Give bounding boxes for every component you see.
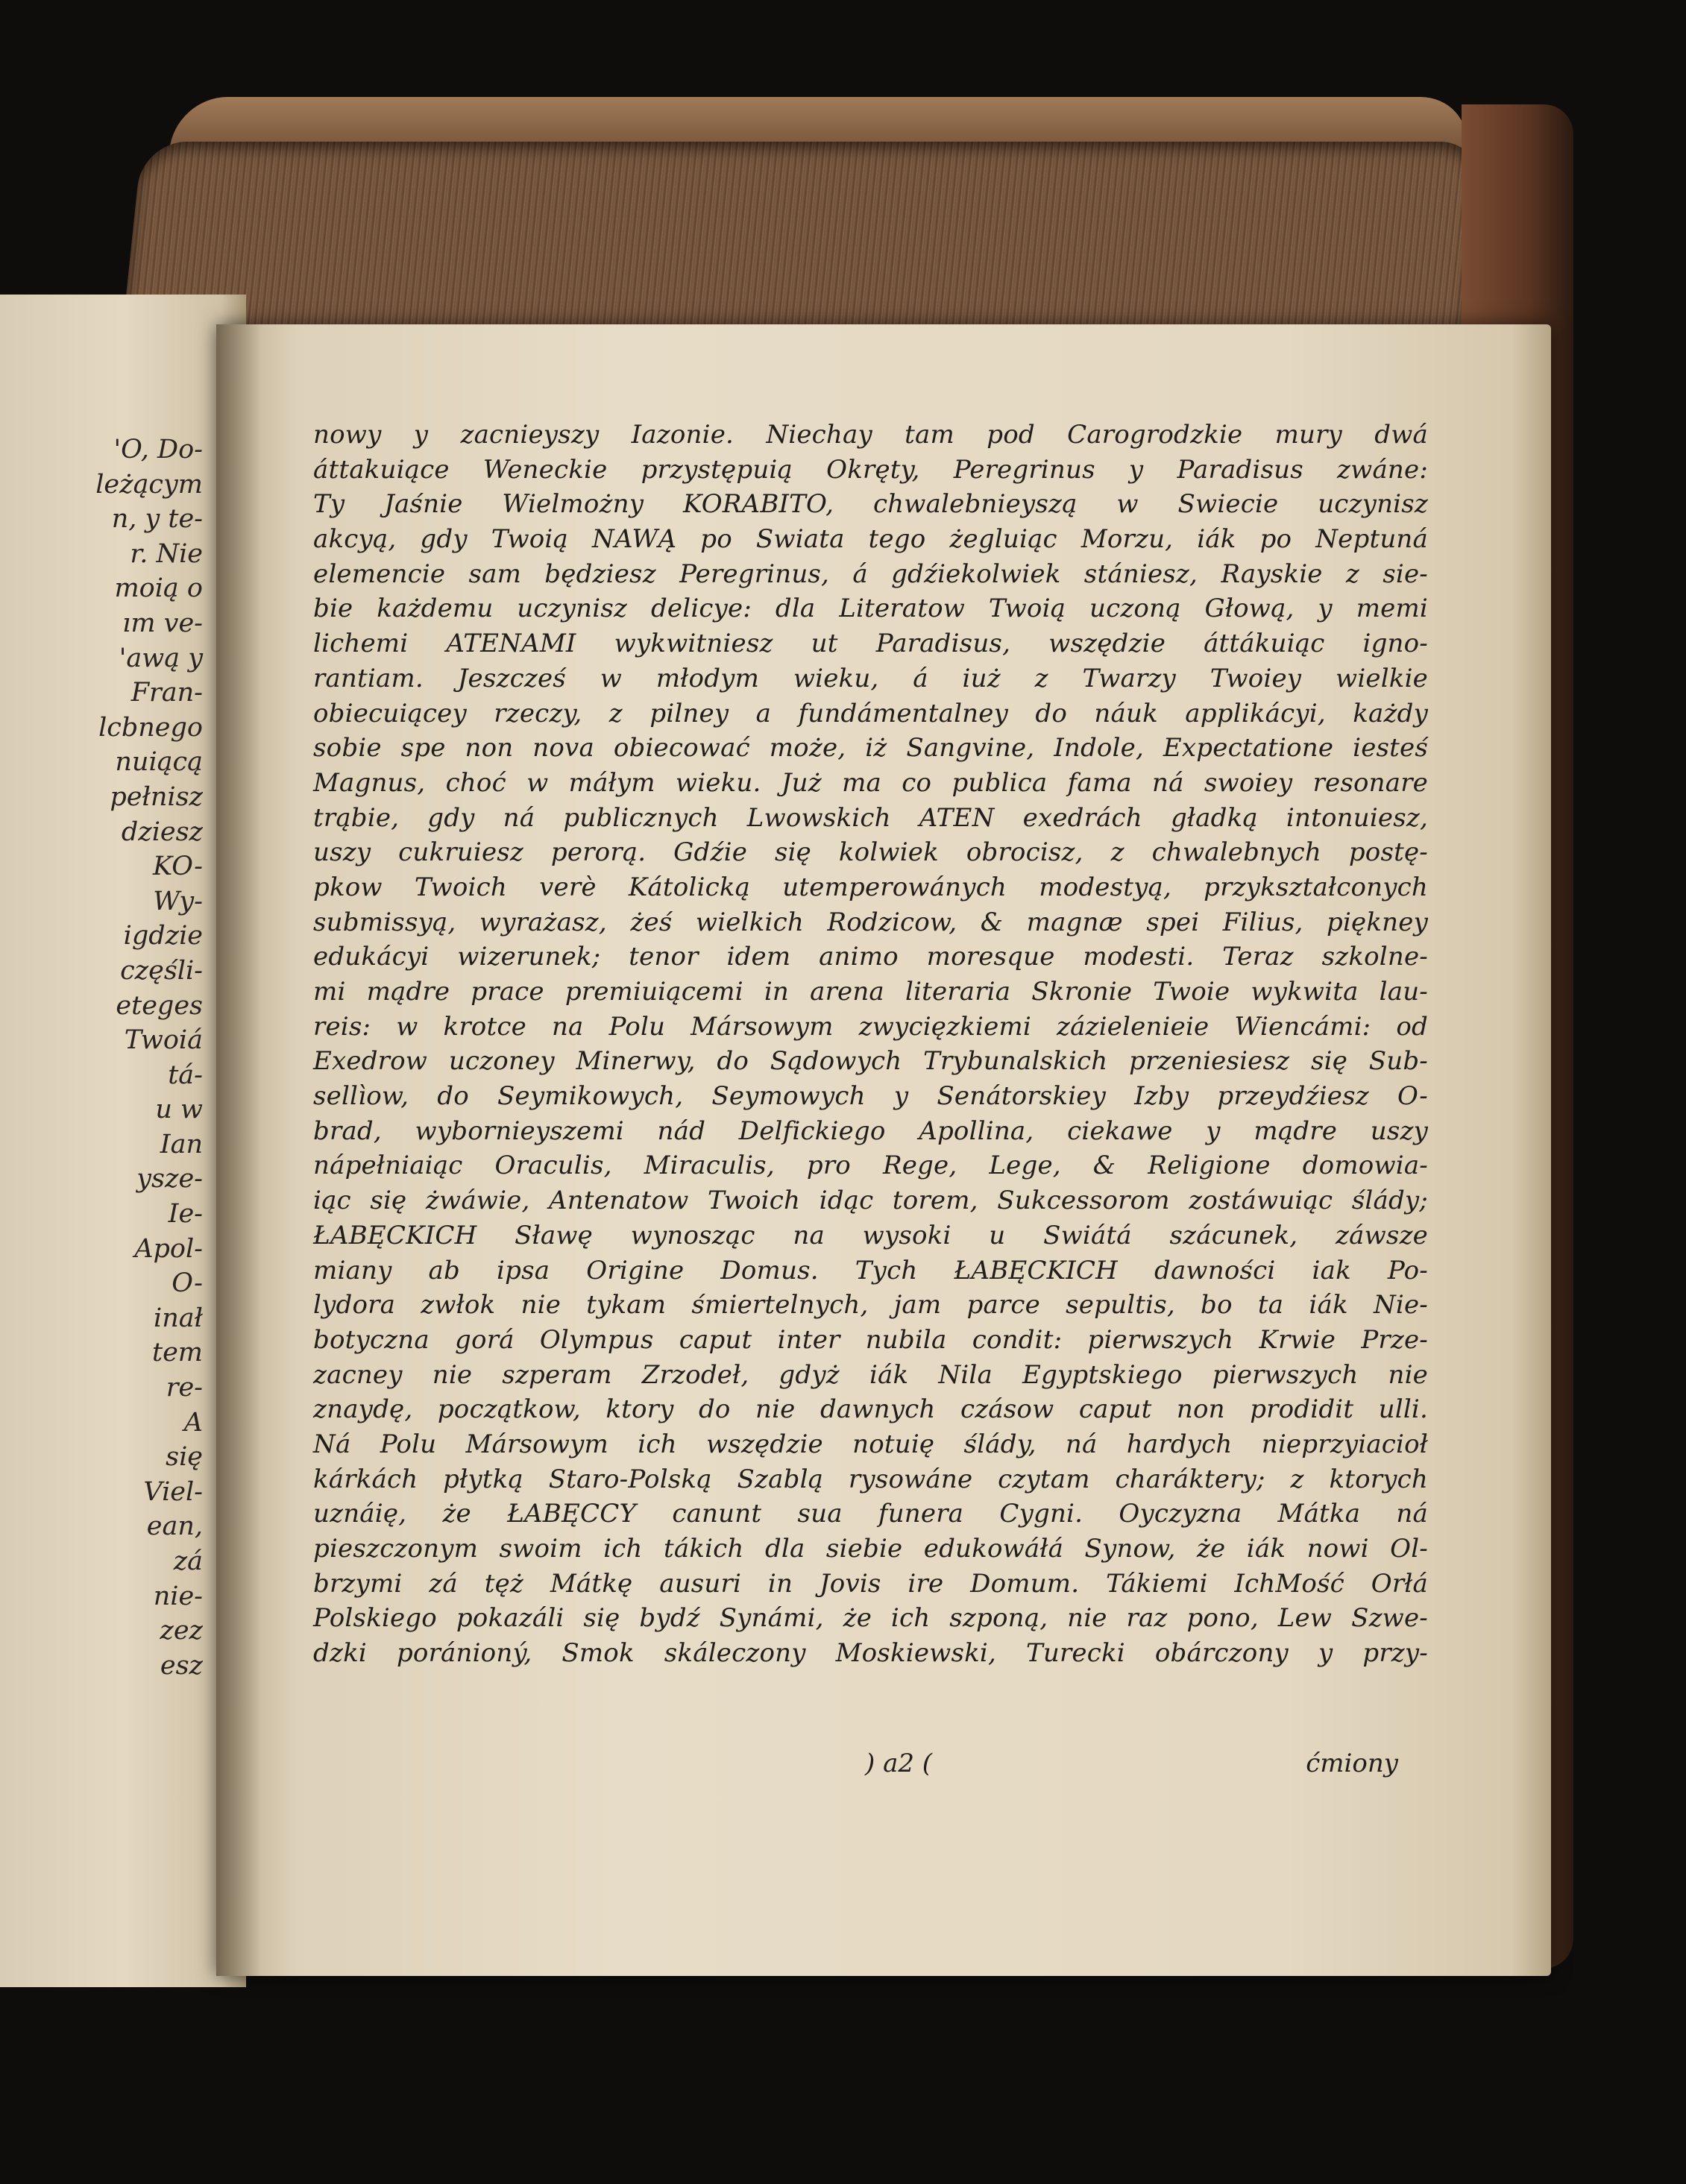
left-text-line: Ian bbox=[160, 1129, 203, 1159]
left-text-line: zez bbox=[160, 1616, 203, 1646]
text-line: edukácyi wizerunek; tenor idem animo moresque modesti. Teraz szkolne- bbox=[313, 942, 1428, 972]
left-text-line: Viel- bbox=[143, 1476, 203, 1507]
page-footer bbox=[313, 1749, 1428, 1783]
left-text-line: re- bbox=[166, 1373, 203, 1403]
page-body-text bbox=[313, 418, 1428, 1671]
text-line: brad, wybornieyszemi nád Delfickiego Apollina, ciekawe y mądre uszy bbox=[313, 1115, 1428, 1146]
left-text-line: igdzie bbox=[123, 921, 203, 951]
text-line: znaydę, początkow, ktory do nie dawnych czásow caput non prodidit ulli. bbox=[313, 1394, 1428, 1425]
text-line: elemencie sam będziesz Peregrinus, á gdźiekolwiek stániesz, Rayskie z sie- bbox=[313, 558, 1428, 589]
left-text-line: ean, bbox=[146, 1511, 203, 1542]
left-text-line: esz bbox=[160, 1650, 203, 1681]
text-line: lydora zwłok nie tykam śmiertelnych, jam parce sepultis, bo ta iák Nie- bbox=[313, 1290, 1428, 1321]
left-text-line: Apol- bbox=[134, 1233, 203, 1264]
text-line: dzki poránioný, Smok skáleczony Moskiewski, Turecki obárczony y przy- bbox=[313, 1638, 1428, 1669]
text-line: lichemi ATENAMI wykwitniesz ut Paradisus, wszędzie áttákuiąc igno- bbox=[313, 629, 1428, 659]
text-line: pieszczonym swoim ich tákich dla siebie edukowáłá Synow, że iák nowi Ol- bbox=[313, 1534, 1428, 1564]
text-line: Ná Polu Mársowym ich wszędzie notuię ślády, ná hardych nieprzyiacioł bbox=[313, 1429, 1428, 1459]
text-line: trąbie, gdy ná publicznych Lwowskich ATEN exedrách gładką intonuiesz, bbox=[313, 802, 1428, 833]
left-text-line: A bbox=[183, 1407, 203, 1438]
left-text-line: 'O, Do- bbox=[113, 435, 203, 465]
left-text-line: r. Nie bbox=[130, 538, 203, 569]
left-text-line: Ie- bbox=[168, 1199, 203, 1230]
left-text-line: się bbox=[166, 1442, 203, 1473]
left-text-line: O- bbox=[172, 1268, 203, 1299]
text-line: sobie spe non nova obiecować może, iż Sangvine, Indole, Expectatione iesteś bbox=[313, 733, 1428, 764]
left-text-line: KO- bbox=[152, 852, 203, 882]
text-line: uznáię, że ŁABĘCCY canunt sua funera Cygni. Oyczyzna Mátka ná bbox=[313, 1499, 1428, 1529]
left-text-line: Twoiá bbox=[124, 1025, 203, 1056]
text-line: ŁABĘCKICH Sławę wynosząc na wysoki u Swiátá szácunek, záwsze bbox=[313, 1220, 1428, 1250]
text-line: zacney nie szperam Zrzodeł, gdyż iák Nila Egyptskiego pierwszych nie bbox=[313, 1359, 1428, 1390]
left-text-line: ysze- bbox=[136, 1164, 203, 1195]
left-text-line: pełnisz bbox=[110, 781, 203, 812]
left-text-line: moią o bbox=[114, 573, 203, 604]
text-line: botyczna gorá Olympus caput inter nubila condit: pierwszych Krwie Prze- bbox=[313, 1324, 1428, 1355]
left-text-line: n, y te- bbox=[111, 504, 203, 535]
left-text-line: Fran- bbox=[130, 678, 203, 708]
text-line: akcyą, gdy Twoią NAWĄ po Swiata tego żegluiąc Morzu, iák po Neptuná bbox=[313, 524, 1428, 555]
left-text-line: u w bbox=[155, 1095, 203, 1125]
left-text-line: nie- bbox=[153, 1581, 203, 1611]
text-line: obiecuiącey rzeczy, z pilney a fundámentalney do náuk applikácyi, każdy bbox=[313, 698, 1428, 728]
text-line: brzymi zá tęż Mátkę ausuri in Jovis ire Domum. Tákiemi IchMość Orłá bbox=[313, 1568, 1428, 1599]
left-text-line: eteges bbox=[116, 990, 203, 1021]
catchword: ćmiony bbox=[1306, 1749, 1398, 1778]
text-line: pkow Twoich verè Kátolicką utemperowánych modestyą, przykształconych bbox=[313, 872, 1428, 902]
left-text-line: 'awą y bbox=[119, 643, 203, 673]
left-text-line: leżącym bbox=[95, 469, 203, 500]
text-line: bie każdemu uczynisz delicye: dla Literatow Twoią uczoną Głową, y memi bbox=[313, 594, 1428, 624]
left-text-line: inał bbox=[154, 1303, 203, 1333]
left-text-line: lcbnego bbox=[98, 712, 203, 743]
text-line: nowy y zacnieyszy Iazonie. Niechay tam pod Carogrodzkie mury dwá bbox=[313, 420, 1428, 450]
left-text-line: zá bbox=[173, 1546, 203, 1576]
left-text-line: nuiącą bbox=[115, 747, 203, 778]
text-line: Polskiego pokazáli się bydź Synámi, że ich szponą, nie raz pono, Lew Szwe- bbox=[313, 1603, 1428, 1634]
text-line: rantiam. Jeszcześ w młodym wieku, á iuż z Twarzy Twoiey wielkie bbox=[313, 663, 1428, 693]
left-text-line: tá- bbox=[168, 1060, 203, 1090]
text-line: sellìow, do Seymikowych, Seymowych y Senátorskiey Izby przeydźiesz O- bbox=[313, 1081, 1428, 1112]
text-line: iąc się żwáwie, Antenatow Twoich idąc torem, Sukcessorom zostáwuiąc ślády; bbox=[313, 1186, 1428, 1216]
text-line: miany ab ipsa Origine Domus. Tych ŁABĘCKICH dawności iak Po- bbox=[313, 1255, 1428, 1285]
text-line: Magnus, choć w máłym wieku. Już ma co publica fama ná swoiey resonare bbox=[313, 767, 1428, 798]
left-text-line: dziesz bbox=[121, 816, 203, 847]
left-text-line: ım ve- bbox=[122, 608, 203, 638]
text-line: áttakuiące Weneckie przystępuią Okręty, Peregrinus y Paradisus zwáne: bbox=[313, 454, 1428, 485]
page-gutter-shadow bbox=[216, 324, 261, 1976]
left-text-line: tem bbox=[152, 1338, 203, 1368]
text-line: nápełniaiąc Oraculis, Miraculis, pro Rege, Lege, & Religione domowia- bbox=[313, 1151, 1428, 1181]
text-line: uszy cukruiesz perorą. Gdźie się kolwiek obrocisz, z chwalebnych postę- bbox=[313, 837, 1428, 868]
text-line: Exedrow uczoney Minerwy, do Sądowych Trybunalskich przeniesiesz się Sub- bbox=[313, 1046, 1428, 1077]
text-line: kárkách płytką Staro-Polską Szablą rysowáne czytam charáktery; z ktorych bbox=[313, 1464, 1428, 1494]
text-line: Ty Jaśnie Wielmożny KORABITO, chwalebnieyszą w Swiecie uczynisz bbox=[313, 489, 1428, 520]
signature-mark: ) a2 ( bbox=[865, 1749, 933, 1778]
left-text-line: częśli- bbox=[120, 955, 203, 986]
text-line: reis: w krotce na Polu Mársowym zwycięzkiemi zázielenieie Wiencámi: od bbox=[313, 1011, 1428, 1042]
left-text-line: Wy- bbox=[153, 886, 203, 916]
text-line: submissyą, wyrażasz, żeś wielkich Rodzicow, & magnæ spei Filius, piękney bbox=[313, 907, 1428, 937]
left-page-text bbox=[0, 432, 246, 1683]
left-page bbox=[0, 295, 246, 1987]
text-line: mi mądre prace premiuiącemi in arena literaria Skronie Twoie wykwita lau- bbox=[313, 977, 1428, 1007]
